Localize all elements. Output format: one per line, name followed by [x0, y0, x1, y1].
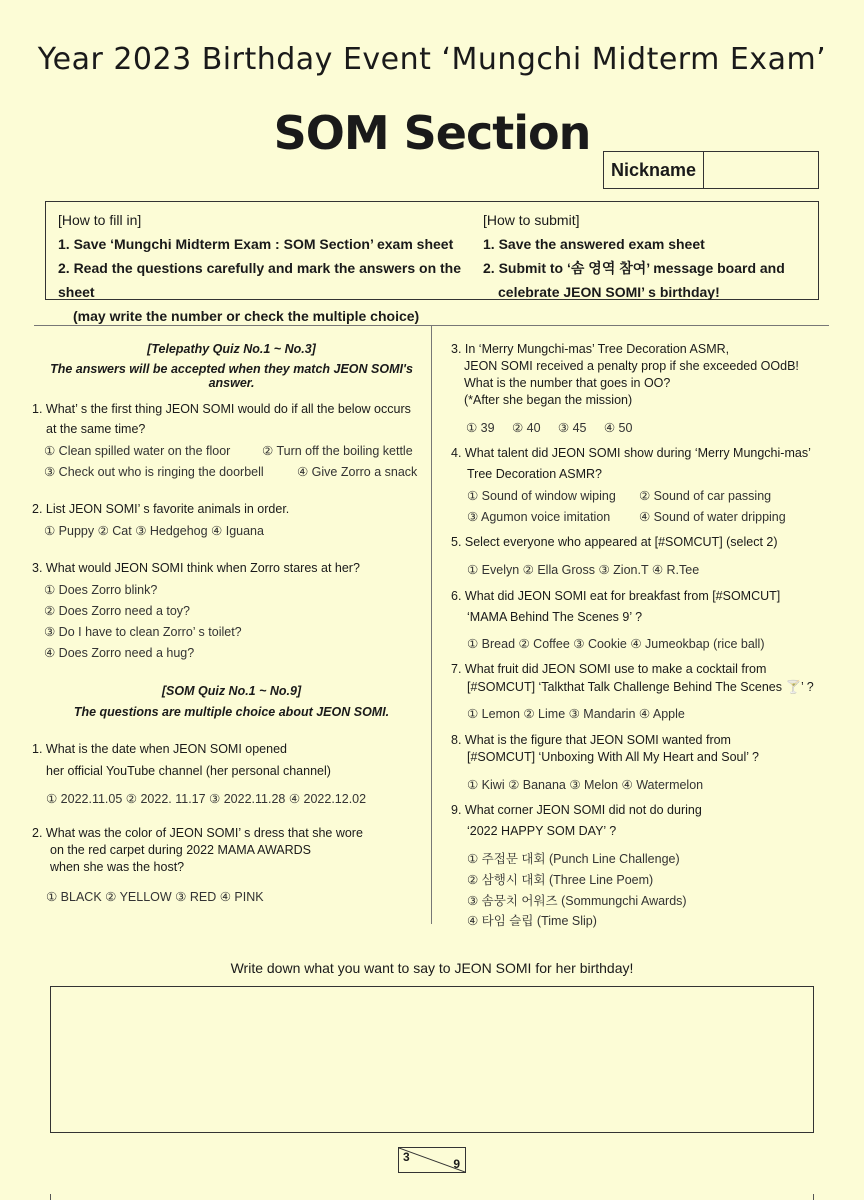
som-q7: 7. What fruit did JEON SOMI use to make a cocktail from — [451, 662, 767, 676]
fill-heading: [How to fill in] — [58, 212, 142, 228]
som-q3: 3. In ‘Merry Mungchi-mas’ Tree Decoration ASMR, — [451, 342, 730, 356]
som-q4-option-3[interactable]: ③ Agumon voice imitation — [467, 510, 611, 524]
som-quiz-heading: [SOM Quiz No.1 ~ No.9] — [161, 684, 302, 698]
telepathy-q1: 1. What’ s the first thing JEON SOMI would do if all the below occurs — [32, 402, 411, 416]
som-q4-cont: Tree Decoration ASMR? — [467, 467, 603, 481]
som-q3-cont-2: What is the number that goes in OO? — [464, 376, 671, 390]
telepathy-q1-cont: at the same time? — [46, 422, 146, 436]
som-q2-cont-1: on the red carpet during 2022 MAMA AWARDS — [50, 843, 312, 857]
telepathy-q2-options[interactable]: ① Puppy ② Cat ③ Hedgehog ④ Iguana — [44, 524, 264, 538]
fill-step-2: 2. Read the questions carefully and mark the answers on the sheet — [58, 260, 462, 300]
telepathy-q1-option-1[interactable]: ① Clean spilled water on the floor — [44, 444, 231, 458]
som-q5-options[interactable]: ① Evelyn ② Ella Gross ③ Zion.T ④ R.Tee — [467, 563, 700, 577]
som-q8-cont: [#SOMCUT] ‘Unboxing With All My Heart and Soul’ ? — [467, 750, 760, 764]
som-q3-cont-1: JEON SOMI received a penalty prop if she exceeded OOdB! — [464, 359, 799, 373]
som-q7-options[interactable]: ① Lemon ② Lime ③ Mandarin ④ Apple — [467, 707, 685, 721]
how-to-fill-in — [58, 208, 478, 328]
telepathy-q2: 2. List JEON SOMI’ s favorite animals in order. — [32, 502, 290, 516]
som-q5: 5. Select everyone who appeared at [#SOMCUT] (select 2) — [451, 535, 778, 549]
nickname-field — [603, 151, 819, 189]
som-q1-cont: her official YouTube channel (her personal channel) — [46, 764, 331, 778]
crop-mark-right — [813, 1194, 814, 1200]
som-q9: 9. What corner JEON SOMI did not do during — [451, 803, 702, 817]
som-q1-options[interactable]: ① 2022.11.05 ② 2022. 11.17 ③ 2022.11.28 ④ 2022.12.02 — [46, 792, 367, 806]
telepathy-q3-option-1[interactable]: ① Does Zorro blink? — [44, 583, 158, 597]
telepathy-q3: 3. What would JEON SOMI think when Zorro stares at her? — [32, 561, 360, 575]
submit-heading: [How to submit] — [483, 212, 580, 228]
som-q9-option-2[interactable]: ② 삼행시 대회 (Three Line Poem) — [467, 873, 654, 887]
som-q9-option-4[interactable]: ④ 타임 슬립 (Time Slip) — [467, 914, 597, 928]
som-quiz-subheading: The questions are multiple choice about JEON SOMI. — [73, 705, 390, 719]
som-q3-options[interactable]: ① 39 ② 40 ③ 45 ④ 50 — [466, 421, 633, 435]
telepathy-q3-option-2[interactable]: ② Does Zorro need a toy? — [44, 604, 191, 618]
fill-step-1: 1. Save ‘Mungchi Midterm Exam : SOM Section’ exam sheet — [58, 236, 454, 252]
section-title: SOM Section — [273, 106, 591, 160]
crop-mark-left — [50, 1194, 51, 1200]
som-q6: 6. What did JEON SOMI eat for breakfast from [#SOMCUT] — [451, 589, 781, 603]
submit-step-1: 1. Save the answered exam sheet — [483, 236, 705, 252]
som-q2-cont-2: when she was the host? — [50, 860, 185, 874]
som-q6-cont: ‘MAMA Behind The Scenes 9’ ? — [467, 610, 643, 624]
som-q7-cont: [#SOMCUT] ‘Talkthat Talk Challenge Behind The Scenes 🍸’ ? — [467, 680, 814, 694]
som-q8: 8. What is the figure that JEON SOMI wanted from — [451, 733, 731, 747]
nickname-input[interactable] — [704, 152, 818, 188]
som-q2: 2. What was the color of JEON SOMI’ s dress that she wore — [32, 826, 363, 840]
telepathy-q3-option-3[interactable]: ③ Do I have to clean Zorro’ s toilet? — [44, 625, 242, 639]
som-q4-option-1[interactable]: ① Sound of window wiping — [467, 489, 616, 503]
submit-step-note: celebrate JEON SOMI’ s birthday! — [498, 284, 720, 300]
how-to-submit — [483, 208, 813, 304]
som-q4: 4. What talent did JEON SOMI show during ‘Merry Mungchi-mas’ — [451, 446, 811, 460]
page-indicator — [398, 1147, 466, 1173]
telepathy-q1-option-2[interactable]: ② Turn off the boiling kettle — [262, 444, 413, 458]
som-q1: 1. What is the date when JEON SOMI opened — [32, 742, 287, 756]
telepathy-heading: [Telepathy Quiz No.1 ~ No.3] — [147, 342, 316, 356]
nickname-label: Nickname — [604, 152, 704, 188]
column-divider — [431, 326, 432, 924]
birthday-message-input[interactable] — [50, 986, 814, 1133]
som-q9-option-3[interactable]: ③ 솜뭉치 어워즈 (Sommungchi Awards) — [467, 894, 687, 908]
som-q4-option-2[interactable]: ② Sound of car passing — [639, 489, 772, 503]
som-q8-options[interactable]: ① Kiwi ② Banana ③ Melon ④ Watermelon — [467, 778, 704, 792]
som-q4-option-4[interactable]: ④ Sound of water dripping — [639, 510, 786, 524]
fill-step-note: (may write the number or check the multiple choice) — [73, 308, 420, 324]
telepathy-subheading: The answers will be accepted when they match JEON SOMI's answer. — [50, 362, 413, 390]
telepathy-q3-option-4[interactable]: ④ Does Zorro need a hug? — [44, 646, 195, 660]
telepathy-q1-option-3[interactable]: ③ Check out who is ringing the doorbell — [44, 465, 264, 479]
page-total: 9 — [453, 1157, 460, 1171]
submit-step-2: 2. Submit to ‘솜 영역 참여’ message board and — [483, 260, 785, 276]
som-q6-options[interactable]: ① Bread ② Coffee ③ Cookie ④ Jumeokbap (rice ball) — [467, 637, 765, 651]
som-q2-options[interactable]: ① BLACK ② YELLOW ③ RED ④ PINK — [46, 890, 264, 904]
som-q9-option-1[interactable]: ① 주접문 대회 (Punch Line Challenge) — [467, 852, 680, 866]
page-current: 3 — [403, 1150, 410, 1164]
message-prompt: Write down what you want to say to JEON SOMI for her birthday! — [230, 960, 634, 976]
exam-title: Year 2023 Birthday Event ‘Mungchi Midterm Exam’ — [37, 42, 827, 77]
telepathy-q1-option-4[interactable]: ④ Give Zorro a snack — [297, 465, 418, 479]
som-q9-cont: ‘2022 HAPPY SOM DAY’ ? — [467, 824, 617, 838]
instructions-box — [45, 201, 819, 324]
som-q3-cont-3: (*After she began the mission) — [464, 393, 633, 407]
